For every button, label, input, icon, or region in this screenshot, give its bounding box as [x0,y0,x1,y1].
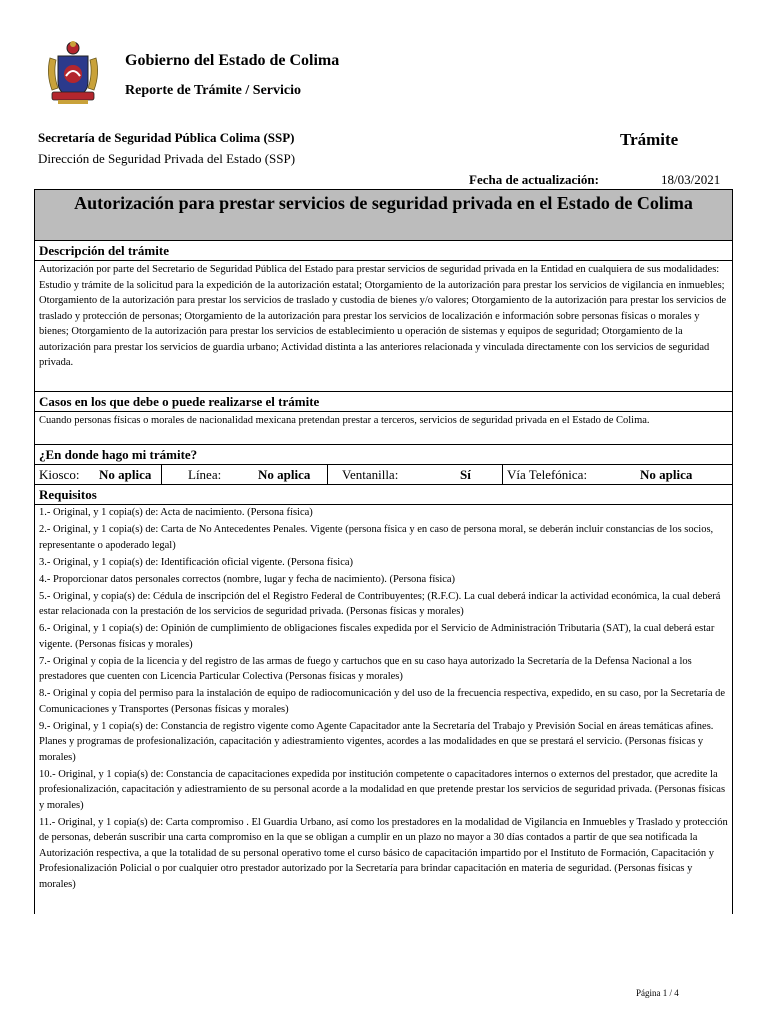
telefonica-label: Vía Telefónica: [507,467,588,482]
requisitos-list [34,505,733,914]
kiosco-value: No aplica [99,467,152,482]
report-subtitle: Reporte de Trámite / Servicio [125,83,301,98]
telefonica-value: No aplica [640,467,693,482]
procedure-title: Autorización para prestar servicios de seguridad privada en el Estado de Colima [34,189,733,241]
list-item: 7.- Original y copia de la licencia y del registro de las armas de fuego y cartuchos que en su caso haya autorizado la Secretaría de la Defensa Nacional a los prestadores que cuenten con Licencia Particular Colectiva (Personas físicas y morales) [39,655,692,682]
secretaria-name: Secretaría de Seguridad Pública Colima (SSP) [38,130,295,145]
list-item: 11.- Original, y 1 copia(s) de: Carta compromiso . El Guardia Urbano, así como los prestadores en la modalidad de Vigilancia en Inmuebles y Traslado y protección de personas, deberán suscribir una carta compromiso en la que se obligan a cumplir en un plazo no mayor a 30 días contados a partir de que sea notificada la Autorización respectiva, a que la totalidad de su personal operativo tome el curso básico de capacitación impartido por el Instituto de Formación, Capacitación y Profesionalización Policial o por cualquier otro prestador autorizado por la Secretaría para brindar capacitación en materia de seguridad. (Personas físicas y morales) [39,816,728,890]
section-heading-requisitos: Requisitos [34,485,733,505]
direccion-name: Dirección de Seguridad Privada del Estado (SSP) [38,151,296,166]
section-heading-casos: Casos en los que debe o puede realizarse el trámite [34,392,733,412]
list-item: 3.- Original, y 1 copia(s) de: Identificación oficial vigente. (Persona física) [39,556,354,568]
update-date-label: Fecha de actualización: [469,172,599,187]
procedure-type: Trámite [620,130,679,149]
list-item: 4.- Proporcionar datos personales correctos (nombre, lugar y fecha de nacimiento). (Persona física) [39,573,456,585]
descripcion-text: Autorización por parte del Secretario de Seguridad Pública del Estado para prestar servicios de seguridad privada en la Entidad en cualquiera de sus modalidades: Estudio y trámite de la solicitud para la expedición de la autorización estatal; Otorgamiento de la autorización para prestar los servicios de vigilancia en inmuebles; Otorgamiento de la autorización para prestar los servicios de traslado y custodia de bienes y/o valores; Otorgamiento de la autorización para prestar los servicios de traslado y protección de personas; Otorgamiento de la autorización para prestar los servicios de localización e información sobre personas físicas o morales y bienes; Otorgamiento de la autorización para prestar los servicios de establecimiento u operación de sistemas y equipos de seguridad; Otorgamiento de la autorización para prestar los servicios de guardia urbano; Actividad distinta a las anteriores relacionada y vinculada directamente con los servicios de seguridad privada. [34,261,733,392]
list-item: 2.- Original, y 1 copia(s) de: Carta de No Antecedentes Penales. Vigente (persona física y en caso de persona moral, se deberán incluir constancias de los socios, representante o apoderado legal) [39,524,714,551]
casos-text: Cuando personas físicas o morales de nacionalidad mexicana pretendan prestar a terceros, servicios de seguridad privada en el Estado de Colima. [34,412,733,445]
list-item: 5.- Original, y copia(s) de: Cédula de inscripción del el Registro Federal de Contribuyentes; (R.F.C). La cual deberá indicar la actividad económica, la cual deberá estar relacionada con la prestación de los servicios de seguridad privada. (Personas físicas y morales) [39,590,721,617]
section-heading-donde: ¿En donde hago mi trámite? [34,445,733,465]
list-item: 1.- Original, y 1 copia(s) de: Acta de nacimiento. (Persona física) [39,507,313,518]
donde-options-row [34,465,733,485]
linea-value: No aplica [258,467,311,482]
kiosco-label: Kiosco: [39,467,80,482]
ventanilla-value: Sí [460,467,471,482]
update-date-value: 18/03/2021 [661,172,721,187]
ventanilla-label: Ventanilla: [342,467,399,482]
section-heading-descripcion: Descripción del trámite [34,241,733,261]
state-coat-of-arms-icon [44,40,102,106]
list-item: 8.- Original y copia del permiso para la instalación de equipo de radiocomunicación y del uso de la frecuencia respectiva, expedido, en su caso, por la Secretaría de Comunicaciones y Transportes (Personas físicas y morales) [39,688,726,715]
list-item: 9.- Original, y 1 copia(s) de: Constancia de registro vigente como Agente Capacitador ante la Secretaría del Trabajo y Previsión Social en áreas temáticas afines. Planes y programas de profesionalización, capacitación y adiestramiento vigentes, acordes a las modalidades en que se prestará el servicio. (Personas físicas y morales) [39,720,714,763]
list-item: 6.- Original, y 1 copia(s) de: Opinión de cumplimiento de obligaciones fiscales expedida por el Servicio de Administración Tributaria (SAT), la cual deberá estar vigente. (Personas físicas y morales) [39,623,715,650]
page-number: Página 1 / 4 [636,988,679,998]
government-name: Gobierno del Estado de Colima [125,52,340,69]
linea-label: Línea: [188,467,222,482]
list-item: 10.- Original, y 1 copia(s) de: Constancia de capacitaciones expedida por institución competente o capacitadores internos o externos del prestador, que acredite la profesionalización, capacitación y adiestramiento de su personal acorde a la modalidad en que pretende prestar los servicios de seguridad privada. (Personas físicas y morales) [39,768,726,811]
